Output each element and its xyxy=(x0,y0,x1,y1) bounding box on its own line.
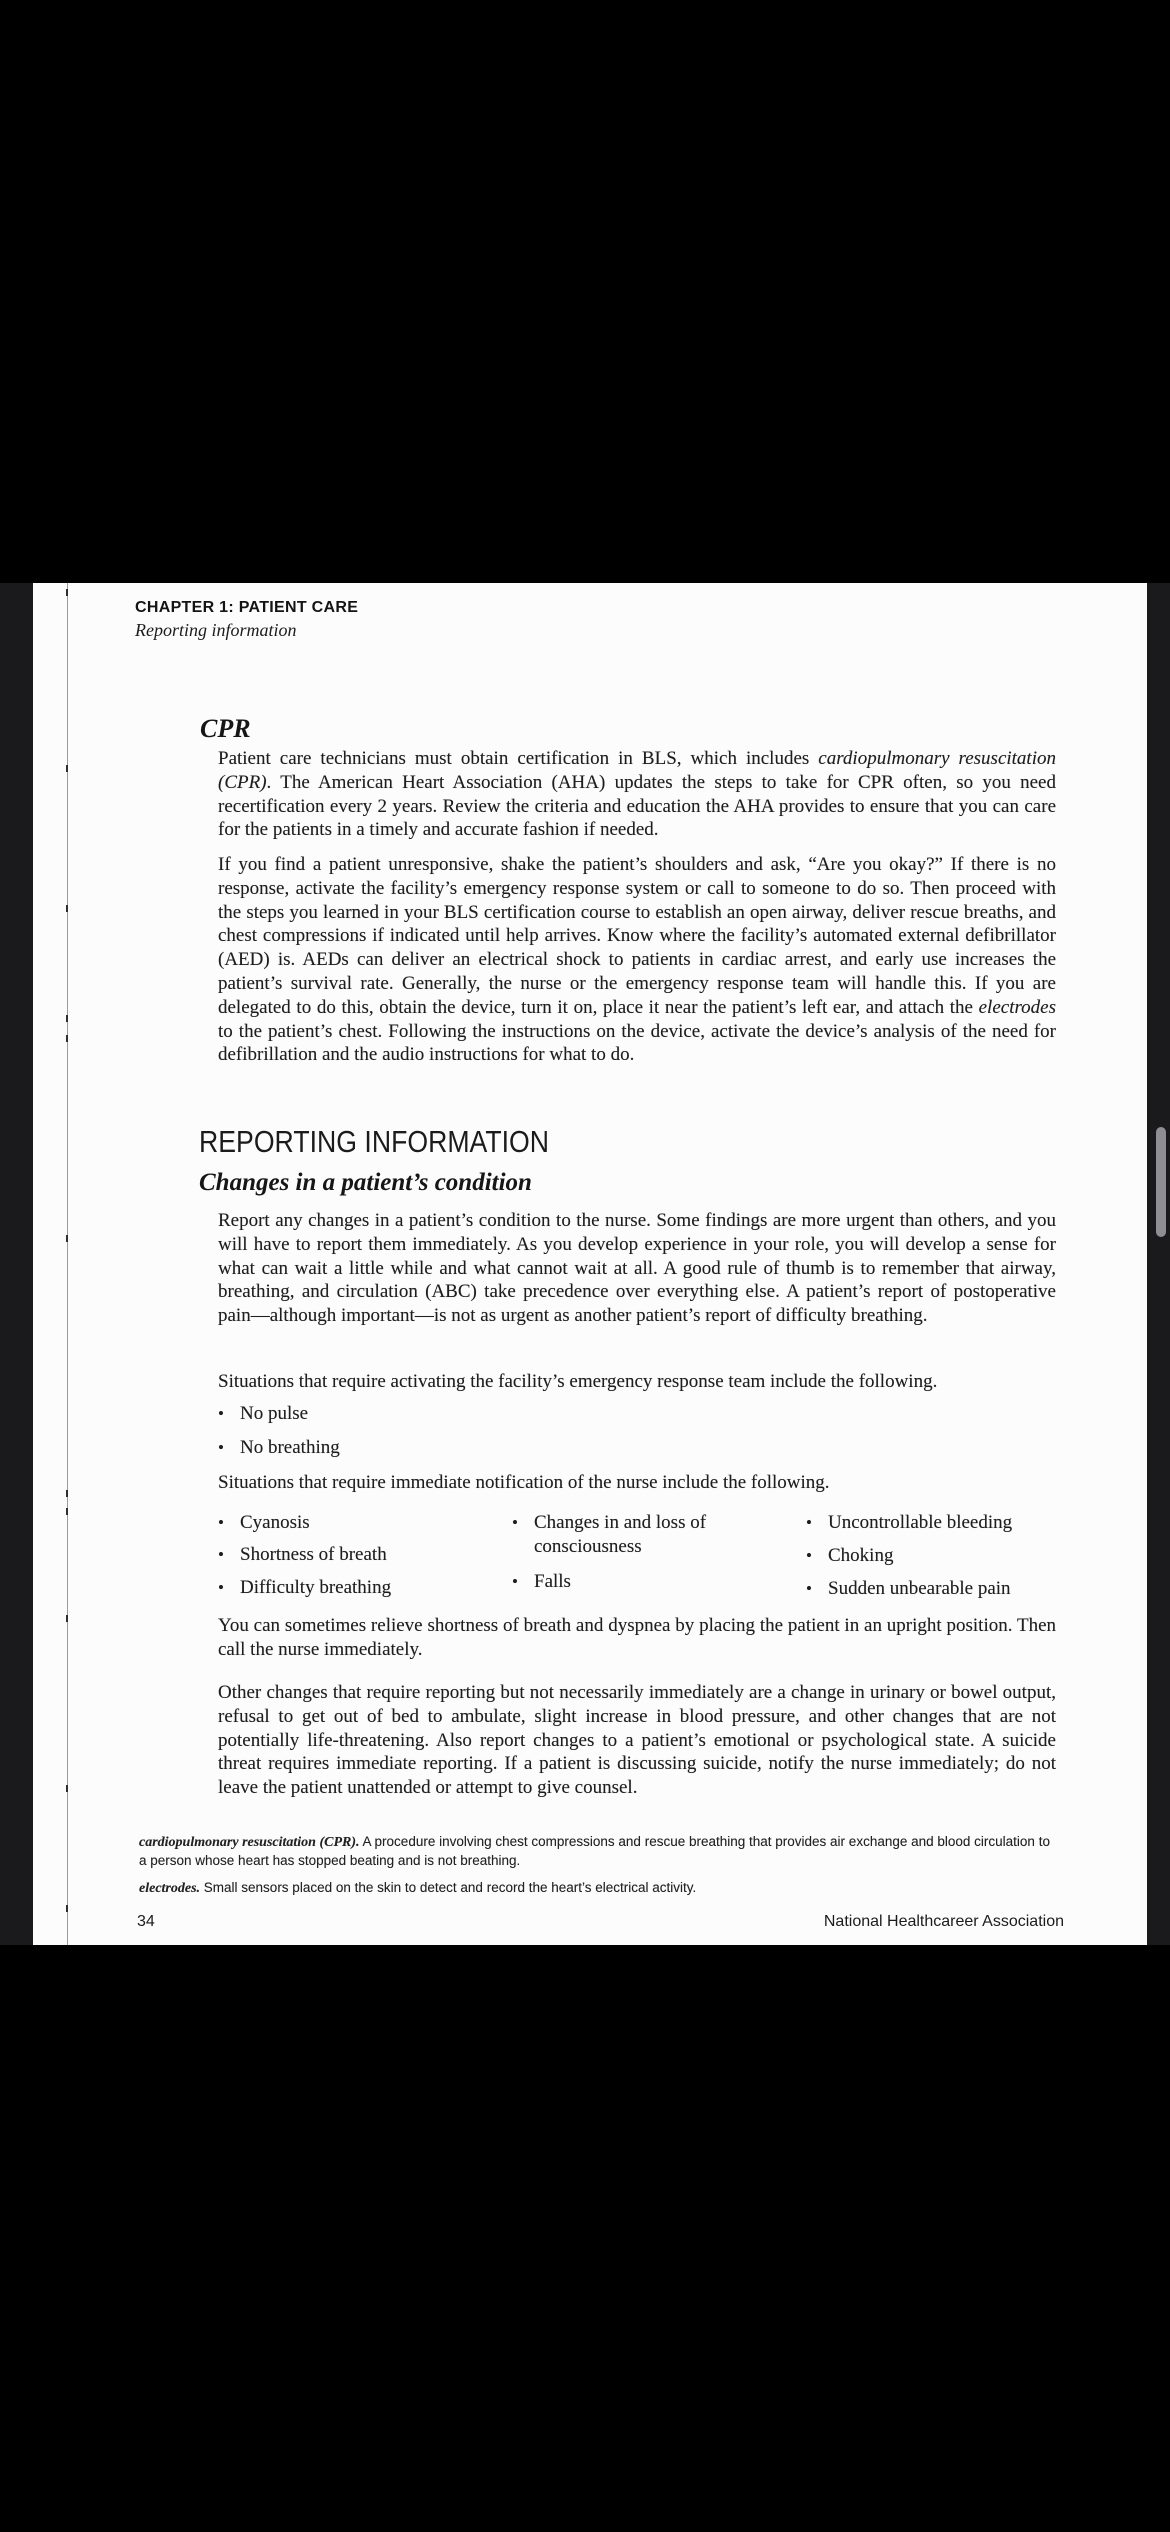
scan-artifact xyxy=(66,765,68,772)
scan-artifact xyxy=(66,1235,68,1242)
scan-artifact xyxy=(66,1490,68,1497)
list-item: • Uncontrollable bleeding xyxy=(806,1512,1013,1533)
line-notify-situations: Situations that require immediate notification of the nurse include the following. xyxy=(218,1472,830,1493)
paragraph-cpr-2: If you find a patient unresponsive, shake the patient’s shoulders and ask, “Are you okay?” If there is no response, activate the facility’s emergency response system or call to someone to do so. Then proceed with the steps you learned in your BLS certification course to establish an open airway, deliver rescue breaths, and chest compressions if indicated until help arrives. Know where the facility’s automated external defibrillator (AED) is. AEDs can deliver an electrical shock to patients in cardiac arrest, and early use increases the patient’s survival rate. Generally, the nurse or the emergency response team will handle this. If you are delegated to do this, obtain the device, turn it on, place it near the patient’s left ear, and attach the electrodes to the patient’s chest. Following the instructions on the device, activate the device’s analysis of the need for defibrillation and the audio instructions for what to do. xyxy=(218,854,1056,1066)
heading-cpr: CPR xyxy=(200,714,251,743)
footnote-cpr xyxy=(139,1833,1057,1869)
paragraph-report-changes: Report any changes in a patient’s condition to the nurse. Some findings are more urgent than others, and you will have to report them immediately. As you develop experience in your role, you will develop a sense for what can wait a little while and what cannot wait at all. A good rule of thumb is to remember that airway, breathing, and circulation (ABC) take precedence over everything else. A patient’s report of postoperative pain—although important—is not as urgent as another patient’s report of difficulty breathing. xyxy=(218,1210,1056,1327)
bullet-glyph: • xyxy=(218,1513,224,1532)
scrollbar-thumb[interactable] xyxy=(1156,1127,1166,1237)
list-item: • Shortness of breath xyxy=(218,1544,387,1565)
bullet-glyph: • xyxy=(806,1579,812,1598)
bullet-glyph: • xyxy=(806,1513,812,1532)
list-item: • Cyanosis xyxy=(218,1512,310,1533)
running-header xyxy=(135,599,358,641)
footnote-term: cardiopulmonary resuscitation (CPR). xyxy=(139,1835,360,1850)
footnote-electrodes xyxy=(139,1879,1057,1898)
list-notify-col1 xyxy=(218,1511,468,1600)
footnote-term: electrodes. xyxy=(139,1881,201,1896)
paragraph-cpr-1: Patient care technicians must obtain certification in BLS, which includes cardiopulmonary resuscitation (CPR). The American Heart Association (AHA) updates the steps to take for CPR often, so you need recertification every 2 years. Review the criteria and education the AHA provides to ensure that you can care for the patients in a timely and accurate fashion if needed. xyxy=(218,748,1056,841)
page-number: 34 xyxy=(137,1913,155,1930)
list-notify-col3 xyxy=(806,1511,1096,1601)
publisher-name: National Healthcareer Association xyxy=(823,1913,1064,1930)
page-edge-scan-line xyxy=(67,583,68,1945)
list-emergency-situations xyxy=(218,1402,618,1460)
bullet-glyph: • xyxy=(218,1438,224,1457)
document-page[interactable] xyxy=(33,583,1147,1945)
section-title: Reporting information xyxy=(135,620,297,640)
list-item: • No breathing xyxy=(218,1437,340,1458)
bullet-glyph: • xyxy=(218,1545,224,1564)
paragraph-upright-position: You can sometimes relieve shortness of breath and dyspnea by placing the patient in an upright position. Then call the nurse immediately. xyxy=(218,1615,1056,1660)
scan-artifact xyxy=(66,905,68,912)
scan-artifact xyxy=(66,1615,68,1622)
list-item: • Sudden unbearable pain xyxy=(806,1578,1011,1599)
heading-changes-condition: Changes in a patient’s condition xyxy=(199,1169,532,1196)
heading-reporting-information: REPORTING INFORMATION xyxy=(199,1124,550,1159)
bullet-glyph: • xyxy=(218,1578,224,1597)
chapter-title: CHAPTER 1: PATIENT CARE xyxy=(135,599,359,616)
scan-artifact xyxy=(66,1905,68,1912)
list-notify-col2 xyxy=(512,1511,740,1594)
scan-artifact xyxy=(66,589,68,596)
bullet-glyph: • xyxy=(218,1404,224,1423)
list-item: • Changes in and loss of consciousness xyxy=(512,1512,707,1557)
list-item: • Falls xyxy=(512,1571,571,1592)
list-item: • Choking xyxy=(806,1545,894,1566)
line-emergency-situations: Situations that require activating the facility’s emergency response team include the following. xyxy=(218,1371,938,1392)
list-item: • Difficulty breathing xyxy=(218,1577,392,1598)
scan-artifact xyxy=(66,1508,68,1515)
paragraph-other-changes: Other changes that require reporting but not necessarily immediately are a change in urinary or bowel output, refusal to get out of bed to ambulate, slight increase in blood pressure, and other changes that are not potentially life-threatening. Also report changes to a patient’s emotional or psychological state. A suicide threat requires immediate reporting. If a patient is discussing suicide, notify the nurse immediately; do not leave the patient unattended or attempt to give counsel. xyxy=(218,1682,1056,1799)
bullet-glyph: • xyxy=(512,1513,518,1532)
footnote-definition: A procedure involving chest compressions and rescue breathing that provides air exchange and blood circulation to a person whose heart has stopped beating and is not breathing. xyxy=(139,1834,1050,1868)
bullet-glyph: • xyxy=(806,1546,812,1565)
footnote-definition: Small sensors placed on the skin to detect and record the heart’s electrical activity. xyxy=(200,1880,697,1895)
scan-artifact xyxy=(66,1015,68,1022)
scan-artifact xyxy=(66,1785,68,1792)
scan-artifact xyxy=(66,1035,68,1042)
list-item: • No pulse xyxy=(218,1403,309,1424)
bullet-glyph: • xyxy=(512,1572,518,1591)
